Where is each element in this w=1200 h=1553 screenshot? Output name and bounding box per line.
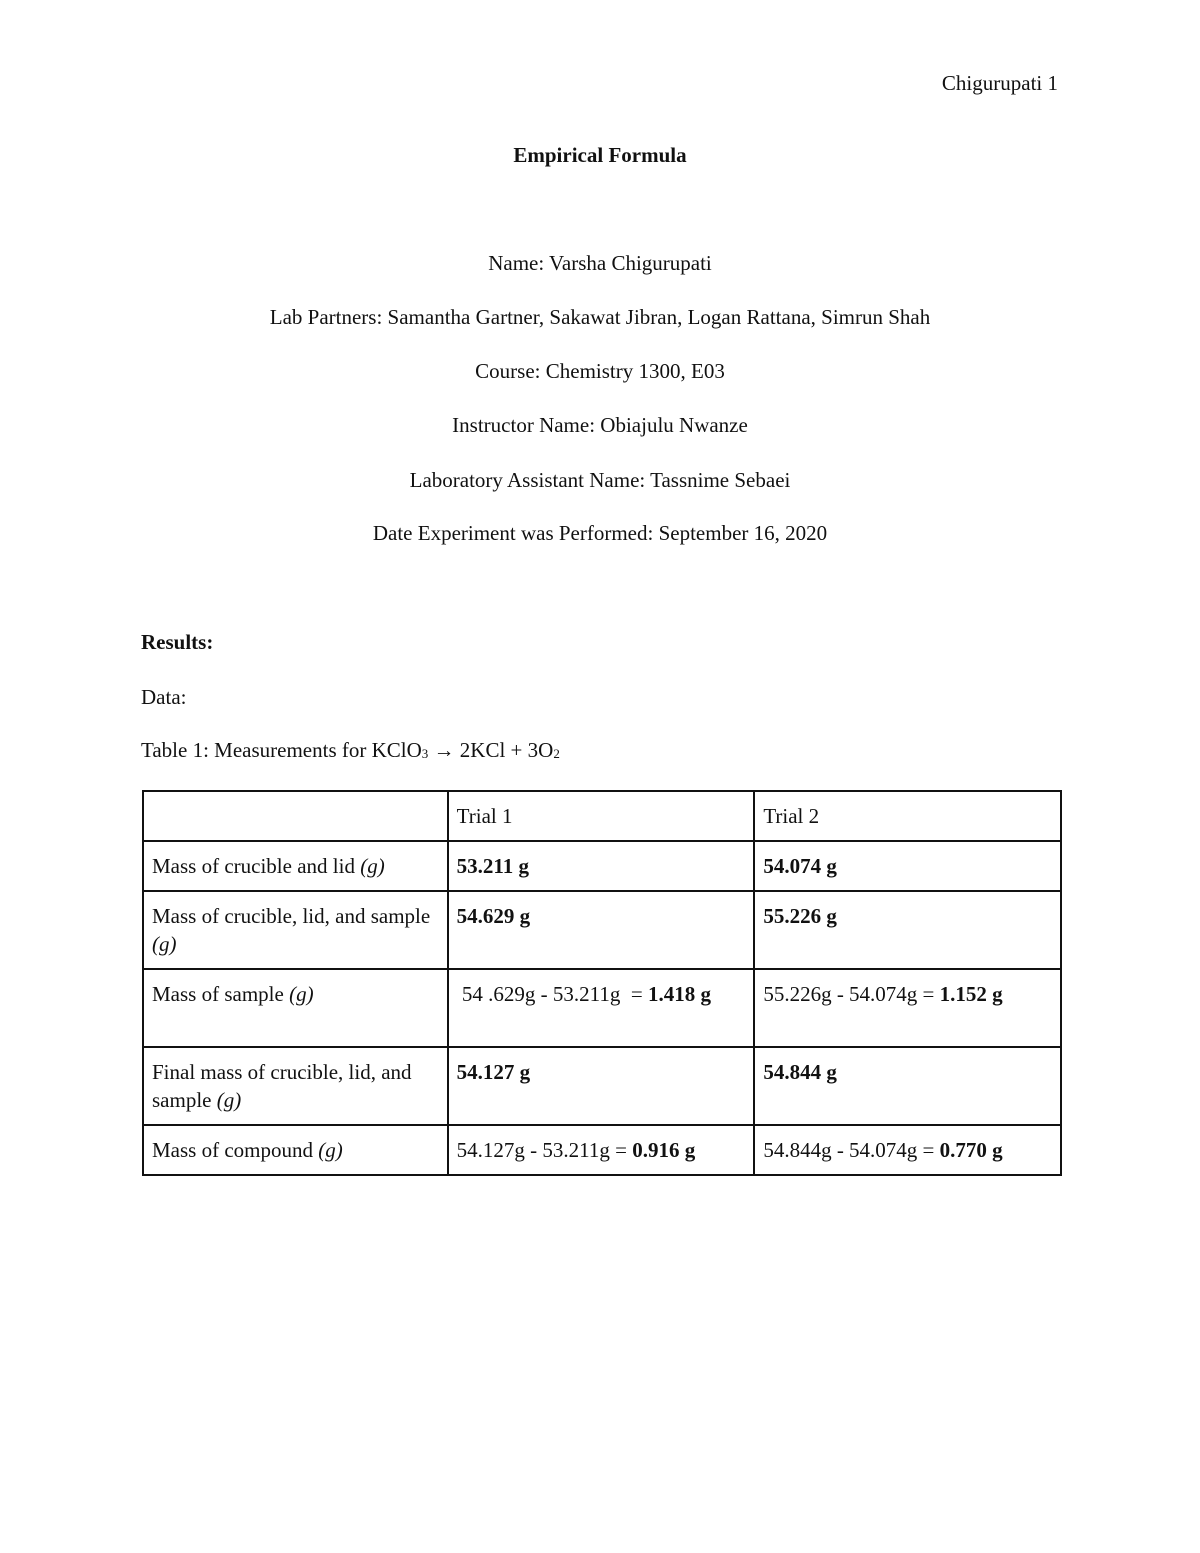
row-label-text: Mass of compound: [152, 1138, 319, 1162]
measurements-table: [142, 790, 1062, 1176]
calc-text: 54.127g - 53.211g =: [456, 1138, 633, 1162]
result-value: 54.074 g: [763, 854, 837, 878]
row-label: [143, 891, 448, 969]
table-row: [143, 1047, 1061, 1125]
trial-1-cell: [448, 1047, 755, 1125]
trial-2-cell: [754, 1047, 1061, 1125]
table-row: [143, 1125, 1061, 1175]
author-name: Name: Varsha Chigurupati: [488, 251, 712, 275]
calc-text: 54.844g - 54.074g =: [763, 1138, 940, 1162]
row-unit: (g): [360, 854, 385, 878]
caption-middle: → 2KCl + 3O: [428, 738, 554, 762]
trial-1-cell: [448, 891, 755, 969]
lab-partners: Lab Partners: Samantha Gartner, Sakawat Jibran, Logan Rattana, Simrun Shah: [269, 305, 931, 329]
row-label: [143, 841, 448, 891]
caption-prefix: Table 1: Measurements for KClO: [141, 738, 422, 762]
table-row: [143, 841, 1061, 891]
result-value: 0.770 g: [939, 1138, 1003, 1162]
result-value: 54.127 g: [456, 1060, 531, 1084]
trial-1-cell: [448, 841, 755, 891]
instructor-name: Instructor Name: Obiajulu Nwanze: [452, 413, 748, 437]
row-label: [143, 969, 448, 1047]
result-value: 54.629 g: [456, 904, 531, 928]
row-label-text: Mass of sample: [152, 982, 290, 1006]
data-label: Data:: [141, 685, 187, 709]
page-header: Chigurupati 1: [941, 71, 1058, 95]
row-label-text: Mass of crucible, lid, and sample: [152, 904, 431, 928]
experiment-date: Date Experiment was Performed: September 16, 2020: [372, 521, 828, 545]
header-cell-trial-1: Trial 1: [448, 791, 755, 841]
row-unit: (g): [152, 932, 177, 956]
row-unit: (g): [289, 982, 314, 1006]
result-value: 1.152 g: [939, 982, 1003, 1006]
trial-2-cell: [754, 891, 1061, 969]
trial-2-cell: [754, 841, 1061, 891]
table-row: [143, 969, 1061, 1047]
result-value: 53.211 g: [456, 854, 529, 878]
table-header-row: [143, 791, 1061, 841]
result-value: 55.226 g: [763, 904, 837, 928]
row-label-text: Final mass of crucible, lid, and sample: [152, 1060, 412, 1112]
result-value: 54.844 g: [763, 1060, 837, 1084]
caption-subscript-1: 3: [421, 746, 429, 761]
calc-text: 54 .629g - 53.211g =: [456, 982, 648, 1006]
caption-subscript-2: 2: [553, 746, 560, 761]
trial-1-cell: [448, 1125, 755, 1175]
document-title: Empirical Formula: [513, 143, 687, 167]
row-label: [143, 1047, 448, 1125]
course: Course: Chemistry 1300, E03: [475, 359, 725, 383]
trial-1-cell: [448, 969, 755, 1047]
result-value: 1.418 g: [647, 982, 711, 1006]
trial-2-cell: [754, 969, 1061, 1047]
results-heading: Results:: [141, 630, 214, 654]
lab-assistant-name: Laboratory Assistant Name: Tassnime Sebaei: [409, 468, 791, 492]
row-unit: (g): [216, 1088, 242, 1112]
row-unit: (g): [318, 1138, 343, 1162]
row-label-text: Mass of crucible and lid: [152, 854, 361, 878]
trial-2-cell: [754, 1125, 1061, 1175]
result-value: 0.916 g: [632, 1138, 696, 1162]
header-cell-trial-2: Trial 2: [754, 791, 1061, 841]
header-cell-empty: [143, 791, 448, 841]
calc-text: 55.226g - 54.074g =: [763, 982, 940, 1006]
table-caption: [141, 738, 560, 763]
table-row: [143, 891, 1061, 969]
row-label: [143, 1125, 448, 1175]
